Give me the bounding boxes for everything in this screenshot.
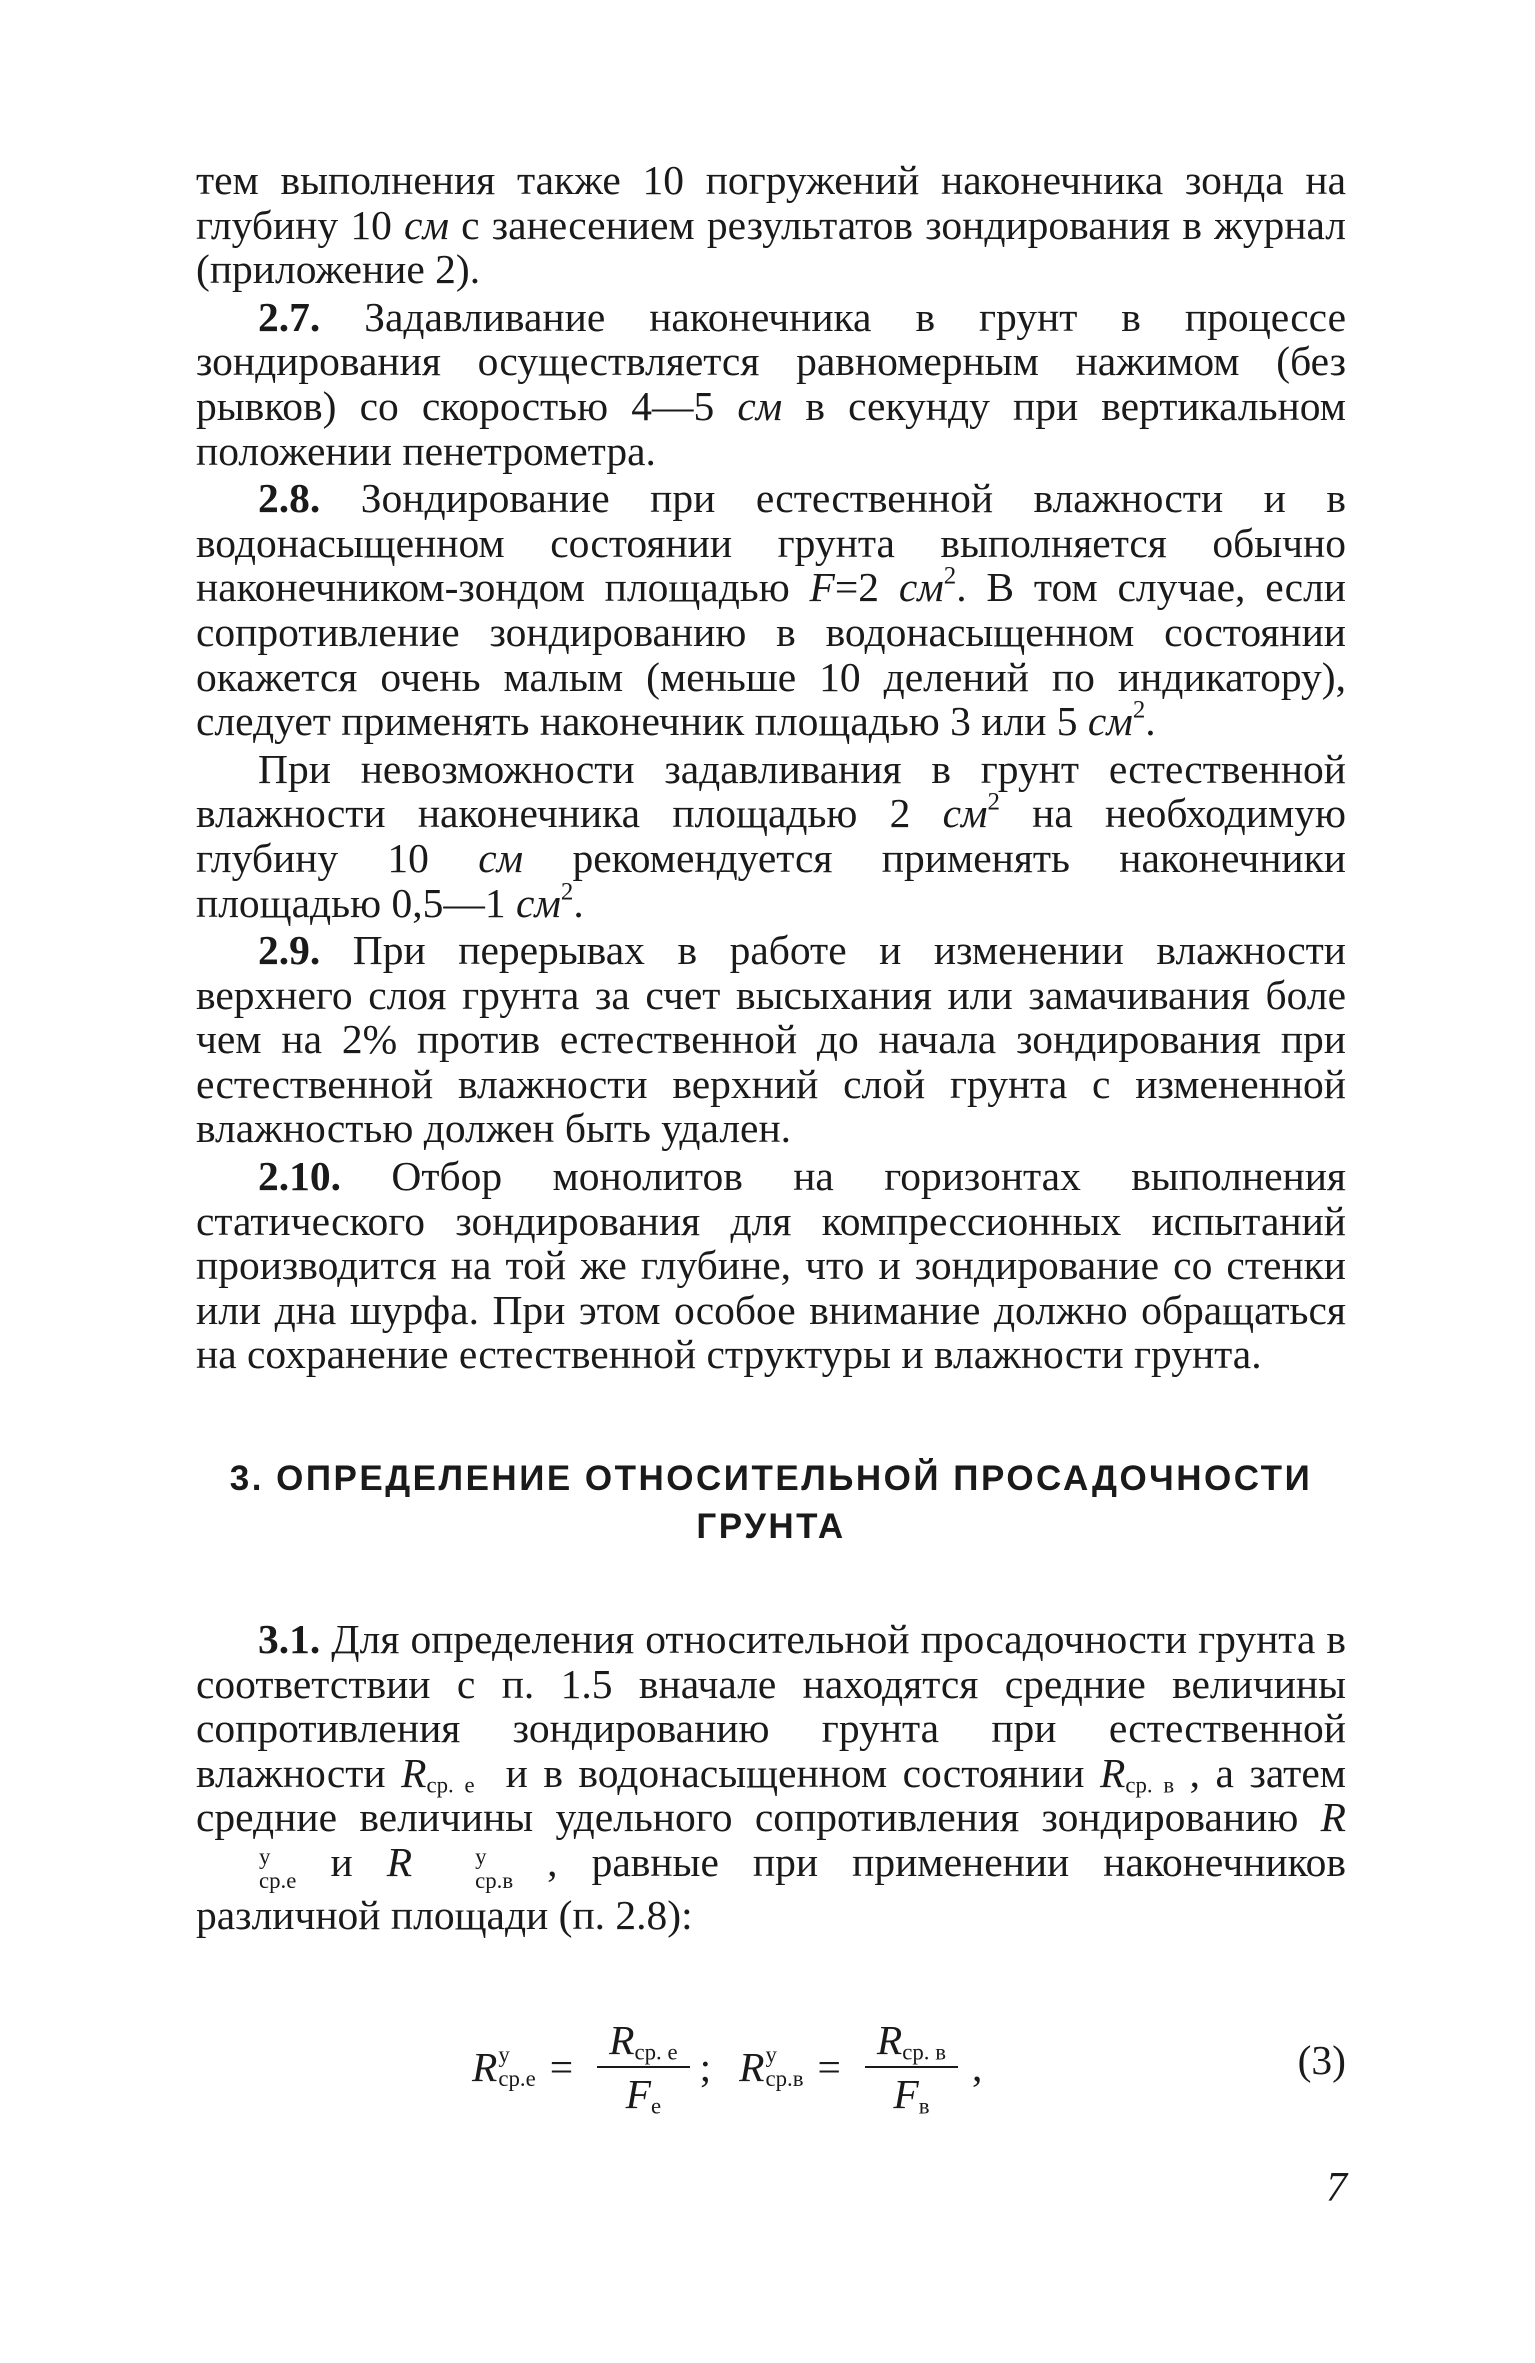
paragraph-2-8-cont: При невозможности задавливания в грунт естественной влажности наконечника площадью 2 $см^2$ на необходимую глубину 10 см рекомендуется применять наконечники площадью 0,5—1 $см^2$. bbox=[196, 745, 1346, 926]
section-heading-line2: ГРУНТА bbox=[696, 1507, 846, 1547]
section-heading-line1: 3. ОПРЕДЕЛЕНИЕ ОТНОСИТЕЛЬНОЙ ПРОСАДОЧНОСТИ bbox=[229, 1459, 1313, 1499]
paragraph-3-1: 3.1. Для определения относительной просадочности грунта в соответствии с п. 1.5 вначале находятся средние величины сопротивления зондированию грунта при естественной влажности $R_{ср. е}$ и в водонасыщенном состоянии $R_{ср. в}$ , а затем средние величины удельного сопротивления зондированию R у ср.е и R у ср.в , равные при применении наконечников различной площади (п. 2.8): bbox=[196, 1616, 1347, 1939]
paragraph-2-10: 2.10. Отбор монолитов на горизонтах выполнения статического зондирования для компрессионных испытаний производится на той же глубине, что и зондирование со стенки или дна шурфа. При этом особое внимание должно обращаться на сохранение естественной структуры и влажности грунта. bbox=[196, 1153, 1346, 1378]
paragraph-2-8: 2.8. Зондирование при естественной влажности и в водонасыщенном состоянии грунта выполняется обычно наконечником-зондом площадью F=2 $см^2$. В том случае, если сопротивление зондированию в водонасыщенном состоянии окажется очень малым (меньше 10 делений по индикатору), следует применять наконечник площадью 3 или 5 $см^2$. bbox=[196, 475, 1347, 745]
paragraph-2-7: 2.7. Задавливание наконечника в грунт в процессе зондирования осуществляется равномерным нажимом (без рывков) со скоростью 4—5 см в секунду при вертикальном положении пенетрометра. bbox=[196, 293, 1346, 474]
formula-3 bbox=[196, 1998, 1346, 2118]
fraction-e: $\frac{R_{ср. е}}{F_е}$ bbox=[597, 2016, 689, 2118]
section-heading bbox=[196, 1455, 1346, 1551]
page-number: 7 bbox=[1326, 2165, 1347, 2211]
equation-number: (3) bbox=[1297, 2037, 1346, 2083]
paragraph-2-9: 2.9. При перерывах в работе и изменении влажности верхнего слоя грунта за счет высыхания или замачивания боле чем на 2% против естественной до начала зондирования при естественной влажности верхний слой грунта с измененной влажностью должен быть удален. bbox=[196, 927, 1346, 1152]
paragraph-continuation: тем выполнения также 10 погружений наконечника зонда на глубину 10 см с занесением результатов зондирования в журнал (приложение 2). bbox=[196, 157, 1346, 293]
formula-body: R у ср.е = $\frac{R_{ср. е}}{F_е}$ ; R у ср.в = $\frac{R_{ср. в}}{F_в}$ , bbox=[472, 2017, 983, 2119]
fraction-v: $\frac{R_{ср. в}}{F_в}$ bbox=[865, 2016, 958, 2118]
body-text bbox=[196, 158, 1346, 1938]
